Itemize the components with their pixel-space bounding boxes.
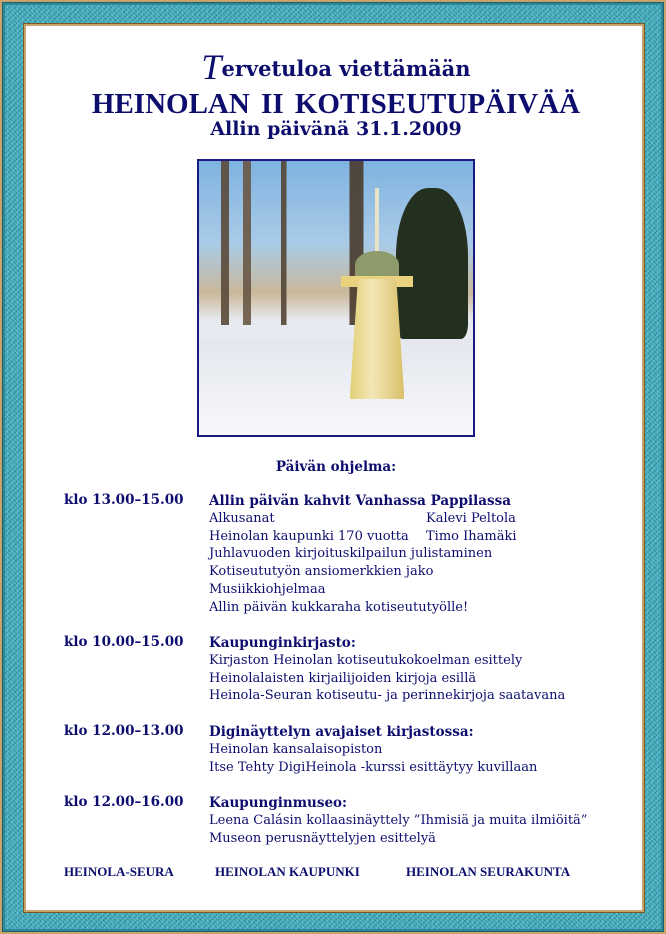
- photo-pines: [396, 188, 467, 339]
- event-time: klo 12.00–13.00: [64, 723, 184, 739]
- speaker-name: Kalevi Peltola: [426, 511, 516, 526]
- event-name: Kaupunginmuseo:: [209, 795, 348, 811]
- event-line-text: Alkusanat: [209, 511, 275, 526]
- photo-spire: [375, 188, 379, 254]
- decorative-frame: [2, 2, 664, 932]
- program-heading: Päivän ohjelma:: [275, 459, 397, 475]
- tower-photo: [197, 159, 475, 437]
- event-name: Allin päivän kahvit Vanhassa Pappilassa: [209, 493, 511, 509]
- event-date: Allin päivänä 31.1.2009: [210, 118, 462, 140]
- speaker-name: Timo Ihamäki: [426, 528, 517, 544]
- event-line: [209, 510, 516, 528]
- event-line: [209, 528, 517, 546]
- event-line: Heinolalaisten kirjailijoiden kirjoja esillä: [209, 670, 477, 686]
- event-line-text: Heinolan kaupunki 170 vuotta: [209, 528, 409, 544]
- event-name: Kaupunginkirjasto:: [209, 635, 356, 651]
- event-line: Musiikkiohjelmaa: [209, 581, 326, 597]
- event-line: Itse Tehty DigiHeinola -kurssi esittäytyy kuvillaan: [209, 759, 538, 775]
- event-time: klo 10.00–15.00: [64, 634, 184, 650]
- decorative-initial: T: [201, 47, 222, 87]
- poster-page: [24, 24, 644, 912]
- photo-snow: [199, 339, 473, 435]
- welcome-text: ervetuloa viettämään: [221, 56, 471, 81]
- photo-tower-dome: [355, 251, 399, 278]
- event-line: Kotiseututyön ansiomerkkien jako: [209, 564, 434, 580]
- event-line: Allin päivän kukkaraha kotiseututyölle!: [209, 599, 469, 615]
- event-time: klo 13.00–15.00: [64, 492, 184, 508]
- event-line: Kirjaston Heinolan kotiseutukokoelman esittely: [209, 653, 523, 668]
- event-title: HEINOLAN II KOTISEUTUPÄIVÄÄ: [91, 88, 581, 120]
- event-line: Heinolan kansalaisopiston: [209, 742, 383, 757]
- photo-tower-body: [350, 279, 405, 400]
- event-line: Leena Calásin kollaasinäyttely ”Ihmisiä ja muita ilmiöitä”: [209, 813, 588, 828]
- event-line: Heinola-Seuran kotiseutu- ja perinnekirjoja saatavana: [209, 688, 566, 704]
- event-time: klo 12.00–16.00: [64, 794, 184, 810]
- organizer: HEINOLA-SEURA: [64, 864, 174, 879]
- event-line: Juhlavuoden kirjoituskilpailun julistaminen: [209, 546, 493, 562]
- organizer: HEINOLAN SEURAKUNTA: [406, 864, 571, 879]
- event-name: Diginäyttelyn avajaiset kirjastossa:: [209, 724, 474, 740]
- organizer: HEINOLAN KAUPUNKI: [215, 864, 360, 879]
- welcome-line: [26, 46, 646, 88]
- event-line: Museon perusnäyttelyjen esittelyä: [209, 830, 436, 846]
